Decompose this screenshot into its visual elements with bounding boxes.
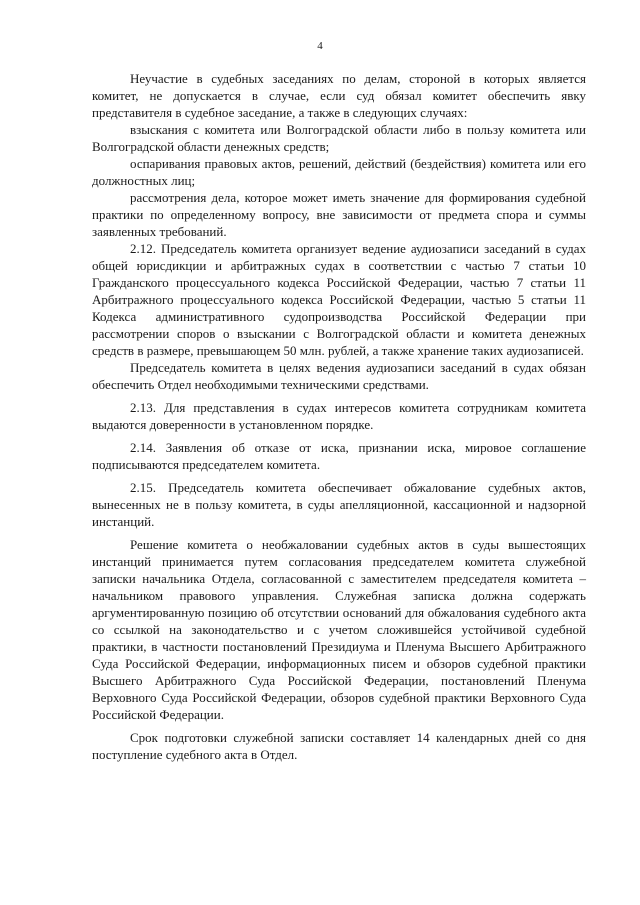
paragraph-2-12: 2.12. Председатель комитета организует ведение аудиозаписи заседаний в судах общей юрисдикции и арбитражных судах в соответствии с частью 7 статьи 10 Гражданского процессуального кодекса Российской Федерации, частью 7 статьи 11 Арбитражного процессуального кодекса Российской Федерации, частью 5 статьи 11 Кодекса административного судопроизводства Российской Федерации при рассмотрении споров о взыскании с Волгоградской области и комитета денежных средств в размере, превышающем 50 млн. рублей, а также хранение таких аудиозаписей.	[92, 241, 586, 358]
paragraph-case-practice: рассмотрения дела, которое может иметь значение для формирования судебной практики по определенному вопросу, вне зависимости от предмета спора и суммы заявленных требований.	[92, 190, 586, 239]
document-body	[92, 70, 586, 769]
paragraph-case-funds: взыскания с комитета или Волгоградской области либо в пользу комитета или Волгоградской области денежных средств;	[92, 122, 586, 154]
paragraph-audio-equipment: Председатель комитета в целях ведения аудиозаписи заседаний в судах обязан обеспечить Отдел необходимыми техническими средствами.	[92, 360, 586, 392]
paragraph-intro: Неучастие в судебных заседаниях по делам, стороной в которых является комитет, не допускается в случае, если суд обязал комитет обеспечить явку представителя в судебное заседание, а также в следующих случаях:	[92, 71, 586, 120]
paragraph-case-challenge: оспаривания правовых актов, решений, действий (бездействия) комитета или его должностных лиц;	[92, 156, 586, 188]
paragraph-non-appeal-decision: Решение комитета о необжаловании судебных актов в суды вышестоящих инстанций принимается путем согласования председателем комитета служебной записки начальника Отдела, согласованной с заместителем председателя комитета – начальником правового управления. Служебная записка должна содержать аргументированную позицию об отсутствии оснований для обжалования судебного акта со ссылкой на законодательство и с учетом сложившейся устойчивой судебной практики, в частности постановлений Президиума и Пленума Высшего Арбитражного Суда Российской Федерации, информационных писем и обзоров судебной практики Высшего Арбитражного Суда Российской Федерации, постановлений Пленума Верховного Суда Российской Федерации, обзоров судебной практики Верховного Суда Российской Федерации.	[92, 537, 586, 722]
paragraph-2-14: 2.14. Заявления об отказе от иска, признании иска, мировое соглашение подписываются председателем комитета.	[92, 440, 586, 472]
page-number: 4	[317, 40, 323, 52]
paragraph-2-13: 2.13. Для представления в судах интересов комитета сотрудникам комитета выдаются доверенности в установленном порядке.	[92, 400, 586, 432]
paragraph-2-15: 2.15. Председатель комитета обеспечивает обжалование судебных актов, вынесенных не в пользу комитета, в суды апелляционной, кассационной и надзорной инстанций.	[92, 480, 586, 529]
paragraph-memo-deadline: Срок подготовки служебной записки составляет 14 календарных дней со дня поступление судебного акта в Отдел.	[92, 730, 586, 762]
